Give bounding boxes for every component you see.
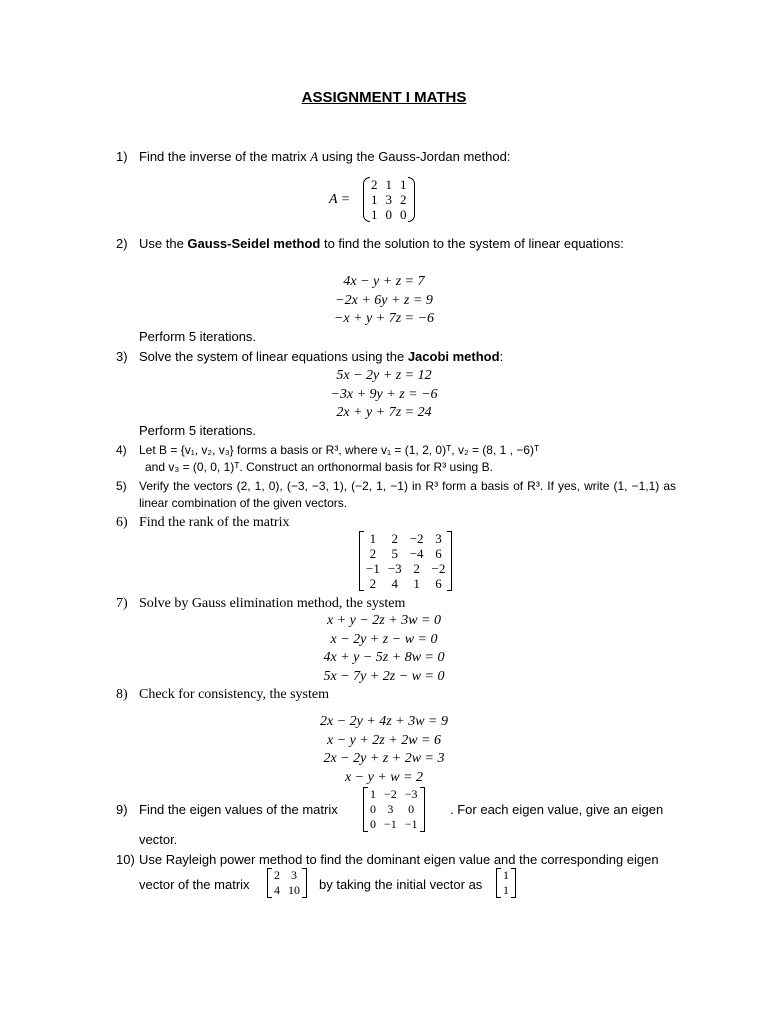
matrix-cell: 1: [370, 787, 376, 801]
equation: 4x + y − 5z + 8w = 0: [323, 650, 445, 665]
matrix-cell: 1: [369, 531, 377, 546]
equation-system: [0, 367, 768, 423]
matrix-cell: 6: [435, 546, 442, 561]
question-number: 5): [116, 479, 127, 493]
matrix-cell: −2: [409, 531, 424, 546]
initial-vector: [499, 868, 513, 898]
rank-matrix: [362, 531, 449, 591]
equation-system: [0, 713, 768, 787]
question-text: Check for consistency, the system: [139, 687, 329, 702]
equation: x − 2y + z − w = 0: [330, 631, 438, 647]
iterations-note: Perform 5 iterations.: [139, 329, 257, 344]
matrix-cell: 1: [371, 207, 378, 222]
equation: 4x − y + z = 7: [343, 274, 425, 289]
equation: 5x − 2y + z = 12: [336, 368, 432, 383]
method-name: Gauss-Seidel method: [187, 236, 321, 251]
matrix-cell: −2: [384, 787, 397, 801]
question-text: using the Gauss-Jordan method:: [318, 149, 511, 164]
question-text: . For each eigen value, give an eigen: [450, 802, 664, 817]
matrix-cell: 1: [371, 192, 378, 207]
matrix-cell: 2: [391, 531, 399, 546]
equation: x + y − 2z + 3w = 0: [326, 613, 441, 628]
question-text: Solve by Gauss elimination method, the system: [139, 596, 406, 611]
question-number: 3): [116, 349, 128, 364]
matrix-table: [367, 177, 411, 222]
matrix-cell: 3: [435, 531, 442, 546]
question-text: Find the rank of the matrix: [139, 515, 290, 530]
question-number: 4): [116, 443, 127, 457]
equation: 2x + y + 7z = 24: [336, 405, 432, 420]
matrix-cell: −1: [404, 817, 418, 831]
matrix-cell: 0: [370, 817, 376, 831]
power-matrix: [270, 868, 304, 898]
matrix-cell: 3: [291, 868, 297, 882]
matrix-cell: 4: [391, 576, 399, 591]
matrix-table: [366, 787, 422, 832]
question-7: [116, 595, 676, 613]
matrix-cell: −2: [431, 561, 446, 576]
question-text: :: [499, 349, 504, 364]
equation: −3x + 9y + z = −6: [330, 386, 438, 402]
page-title: ASSIGNMENT I MATHS: [301, 89, 467, 106]
matrix-cell: 2: [371, 177, 378, 192]
matrix-cell: 1: [503, 868, 509, 882]
matrix-cell: 1: [413, 576, 420, 591]
equation: 2x − 2y + 4z + 3w = 9: [319, 714, 448, 729]
matrix-cell: 2: [369, 576, 377, 591]
matrix-table: [362, 531, 449, 591]
question-text: vector.: [139, 832, 178, 847]
question-text: Find the eigen values of the matrix: [139, 802, 338, 817]
matrix-cell: −4: [409, 546, 424, 561]
matrix-cell: 10: [288, 883, 300, 897]
question-number: 1): [116, 149, 128, 164]
question-text: vector of the matrix: [139, 877, 250, 892]
matrix-cell: 1: [385, 177, 392, 192]
equation: −x + y + 7z = −6: [333, 311, 435, 326]
matrix-cell: 4: [274, 883, 280, 897]
equation: 2x − 2y + z + 2w = 3: [323, 751, 445, 766]
matrix-cell: 3: [385, 192, 392, 207]
matrix-cell: 2: [369, 546, 377, 561]
equation-system: [0, 273, 768, 329]
matrix-cell: 1: [400, 177, 407, 192]
equation: 5x − 7y + 2z − w = 0: [323, 668, 445, 684]
matrix-a: [367, 177, 411, 222]
question-6: [116, 514, 676, 532]
question-number: 6): [116, 515, 128, 530]
matrix-cell: 6: [435, 576, 442, 591]
matrix-cell: 0: [400, 207, 407, 222]
question-text: Let B = {v₁, v₂, v₃} forms a basis or R³, where v₁ = (1, 2, 0)ᵀ, v₂ = (8, 1 , −6)ᵀ: [139, 443, 540, 457]
matrix-cell: 2: [413, 561, 420, 576]
matrix-cell: 2: [274, 868, 280, 882]
eigen-matrix: [366, 787, 422, 832]
math-var: A: [310, 149, 319, 164]
equation: x − y + w = 2: [344, 769, 424, 785]
question-number: 9): [116, 802, 128, 817]
question-text: and v₃ = (0, 0, 1)ᵀ. Construct an orthonormal basis for R³ using B.: [145, 460, 493, 474]
question-text: by taking the initial vector as: [319, 877, 483, 892]
question-2: [116, 235, 676, 253]
matrix-cell: 0: [370, 802, 376, 816]
method-name: Jacobi method: [407, 349, 500, 364]
matrix-cell: −3: [404, 787, 418, 801]
question-3: [116, 348, 676, 366]
question-4: [116, 442, 676, 476]
matrix-cell: −1: [384, 817, 397, 831]
matrix-cell: −1: [366, 561, 380, 576]
matrix-cell: 2: [400, 192, 407, 207]
equation-system: [0, 612, 768, 686]
question-5: [116, 478, 676, 512]
matrix-cell: 0: [385, 207, 392, 222]
matrix-label: A =: [329, 192, 351, 207]
matrix-cell: 1: [503, 883, 509, 897]
question-text: Use Rayleigh power method to find the dominant eigen value and the corresponding eigen: [139, 852, 659, 867]
question-number: 10): [116, 852, 135, 867]
question-text: Solve the system of linear equations using the: [139, 349, 408, 364]
matrix-table: [270, 868, 304, 898]
question-text: Verify the vectors (2, 1, 0), (−3, −3, 1), (−2, 1, −1) in R³ form a basis of R³. If yes, write (1, −1,1) as linear combination of the given vectors.: [139, 479, 676, 510]
question-1: [116, 148, 676, 166]
question-number: 7): [116, 596, 128, 611]
question-text: to find the solution to the system of linear equations:: [320, 236, 624, 251]
matrix-cell: 3: [387, 802, 394, 816]
matrix-cell: 0: [408, 802, 415, 816]
matrix-cell: 5: [391, 546, 399, 561]
question-number: 2): [116, 236, 128, 251]
question-number: 8): [116, 687, 128, 702]
question-text: Find the inverse of the matrix: [139, 149, 311, 164]
question-text: Use the: [139, 236, 188, 251]
question-8: [116, 686, 676, 704]
matrix-cell: −3: [387, 561, 402, 576]
equation: −2x + 6y + z = 9: [335, 292, 433, 308]
equation: x − y + 2z + 2w = 6: [326, 732, 441, 748]
iterations-note: Perform 5 iterations.: [139, 423, 257, 438]
